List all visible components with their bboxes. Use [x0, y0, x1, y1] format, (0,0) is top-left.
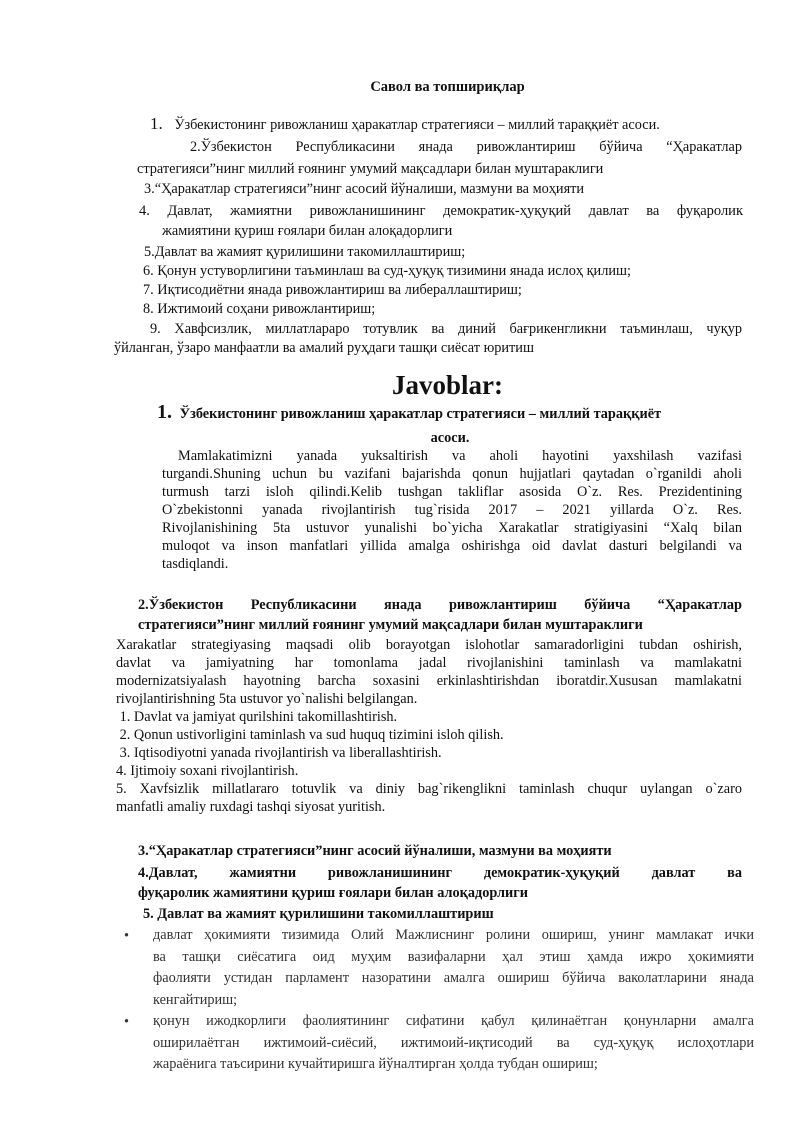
answer-5-heading: 5. Давлат ва жамият қурилишини такомиллаштириш	[143, 906, 494, 922]
bullet-icon: •	[124, 1014, 130, 1030]
questions-title: Савол ва топшириқлар	[370, 79, 525, 95]
question-6: 6. Қонун устуворлигини таъминлаш ва суд-ҳуқуқ тизимини янада ислоҳ қилиш;	[143, 263, 631, 279]
answer-3-heading: 3.“Ҳаракатлар стратегияси”нинг асосий йўналиши, мазмуни ва моҳияти	[138, 843, 612, 859]
question-9-line-1: 9. Хавфсизлик, миллатлараро тотувлик ва диний бағрикенгликни таъминлаш, чуқур	[150, 321, 742, 337]
answer-1-body-line: turmush tarzi isloh qilindi.Kelib tushgan takliflar asosida O`z. Res. Prezidentining	[162, 484, 742, 500]
answer-2-body-line: davlat va jamiyatning har tomonlama jadal rivojlanishini taminlash va mamlakatni	[116, 655, 742, 671]
answer-1-body-line: tasdiqlandi.	[162, 556, 229, 572]
answer-1-heading-line-1: Ўзбекистонинг ривожланиш ҳаракатлар стратегияси – миллий тараққиёт	[179, 406, 662, 422]
question-7: 7. Иқтисодиётни янада ривожлантириш ва либераллаштириш;	[143, 282, 522, 298]
bullet-2-line: жараёнига таъсирини кучайтиришга йўналтирган ҳолда тубдан ошириш;	[153, 1056, 598, 1072]
answer-2-body-line: modernizatsiyalash hayotning barcha soxasini erkinlashtirishdan iboratdir.Xususan mamlakatni	[116, 673, 742, 689]
bullet-icon: •	[124, 928, 130, 944]
answer-2-list-item-5-line-2: manfatli amaliy ruxdagi tashqi siyosat yuritish.	[116, 799, 386, 815]
answer-1-body-line: Mamlakatimizni yanada yuksaltirish va aholi hayotini yaxshilash vazifasi	[178, 448, 742, 464]
answer-2-list-item: 3. Iqtisodiyotni yanada rivojlantirish va liberallashtirish.	[116, 745, 442, 761]
question-1-number: 1.	[150, 114, 163, 133]
answer-2-heading-line-1: 2.Ўзбекистон Республикасини янада ривожлантириш бўйича “Ҳаракатлар	[138, 597, 742, 613]
question-4-line-2: жамиятини қуриш ғоялари билан алоқадорлиги	[162, 223, 453, 239]
answer-2-list-item: 1. Davlat va jamiyat qurilshini takomillashtirish.	[116, 709, 398, 725]
answer-1-body-line: O`zbekistonni yanada rivojlantirish tug`risida 2017 – 2021 yillarda O`z. Res.	[162, 502, 742, 518]
answer-1-body-line: muloqot va inson manfatlari yillida amalga oshirishga oid davlat dasturi belgilandi va	[162, 538, 742, 554]
answer-1-heading	[157, 403, 747, 423]
answer-1-body-line: turgandi.Shuning uchun bu vazifani bajarishda qonun hujjatlari qaytadan o`rganildi aholi	[162, 466, 742, 482]
answer-2-heading-line-2: стратегияси”нинг миллий ғоянинг умумий мақсадлари билан муштараклиги	[138, 617, 643, 633]
bullet-1-line: фаолияти устидан парламент назоратини амалга ошириш бўйича ваколатларини янада	[153, 970, 754, 986]
answer-2-body	[116, 636, 742, 816]
bullet-1-line: ва ташқи сиёсатига оид муҳим вазифаларни ҳал этиш ҳамда ижро ҳокимияти	[153, 948, 754, 965]
answer-1-body-line: Rivojlanishining 5ta ustuvor yunalishi bo`yicha Xarakatlar stratigiyasini “Xalq bilan	[162, 520, 742, 536]
answer-4-heading-line-1: 4.Давлат, жамиятни ривожланишининг демократик-ҳуқуқий давлат ва	[138, 865, 742, 881]
question-4-line-1: 4. Давлат, жамиятни ривожланишининг демократик-ҳуқуқий давлат ва фуқаролик	[139, 203, 743, 219]
question-3: 3.“Ҳаракатлар стратегияси”нинг асосий йўналиши, мазмуни ва моҳияти	[144, 181, 585, 197]
answer-1-body	[162, 447, 742, 573]
question-1-text: Ўзбекистонинг ривожланиш ҳаракатлар стратегияси – миллий тараққиёт асоси.	[174, 117, 660, 133]
question-9-line-2: ўйланган, ўзаро манфаатли ва амалий руҳдаги ташқи сиёсат юритиш	[114, 340, 534, 356]
question-1	[150, 115, 770, 134]
question-5: 5.Давлат ва жамият қурилишини такомиллаштириш;	[144, 244, 466, 260]
bullet-item-2	[124, 1011, 754, 1076]
answer-2-list-item: 4. Ijtimoiy soxani rivojlantirish.	[116, 763, 299, 779]
answer-2-list-item: 2. Qonun ustivorligini taminlash va sud huquq tizimini isloh qilish.	[116, 727, 504, 743]
answer-1-number: 1.	[157, 401, 172, 423]
answer-2-body-line: rivojlantirishning 5ta ustuvor yo`nalishi belgilangan.	[116, 691, 418, 707]
question-2-line-2: стратегияси”нинг миллий ғоянинг умумий мақсадлари билан муштараклиги	[137, 161, 604, 177]
answer-1-heading-line-2: асоси.	[430, 430, 470, 446]
bullet-1-line: давлат ҳокимияти тизимида Олий Мажлиснинг ролини ошириш, унинг мамлакат ички	[153, 927, 754, 943]
bullet-item-1	[124, 925, 754, 1011]
answer-2-body-line: Xarakatlar strategiyasing maqsadi olib borayotgan islohotlar samaradorligini tubdan oshirish,	[116, 637, 742, 653]
question-2-line-1: 2.Ўзбекистон Республикасини янада ривожлантириш бўйича “Ҳаракатлар	[190, 139, 742, 155]
answers-title: Javoblar:	[392, 370, 503, 400]
bullet-2-line: оширилаётган ижтимоий-сиёсий, ижтимоий-иқтисодий ва суд-ҳуқуқ ислоҳотлари	[153, 1034, 754, 1051]
bullet-2-line: қонун ижодкорлиги фаолиятининг сифатини қабул қилинаётган қонунларни амалга	[153, 1013, 754, 1029]
bullet-1-line: кенгайтириш;	[153, 991, 238, 1008]
answer-2-list-item-5-line-1: 5. Xavfsizlik millatlararo totuvlik va diniy bag`rikenglikni taminlash chuqur uylangan o`zaro	[116, 781, 742, 797]
question-8: 8. Ижтимоий соҳани ривожлантириш;	[143, 301, 376, 317]
answer-4-heading-line-2: фуқаролик жамиятини қуриш ғоялари билан алоқадорлиги	[138, 885, 529, 901]
